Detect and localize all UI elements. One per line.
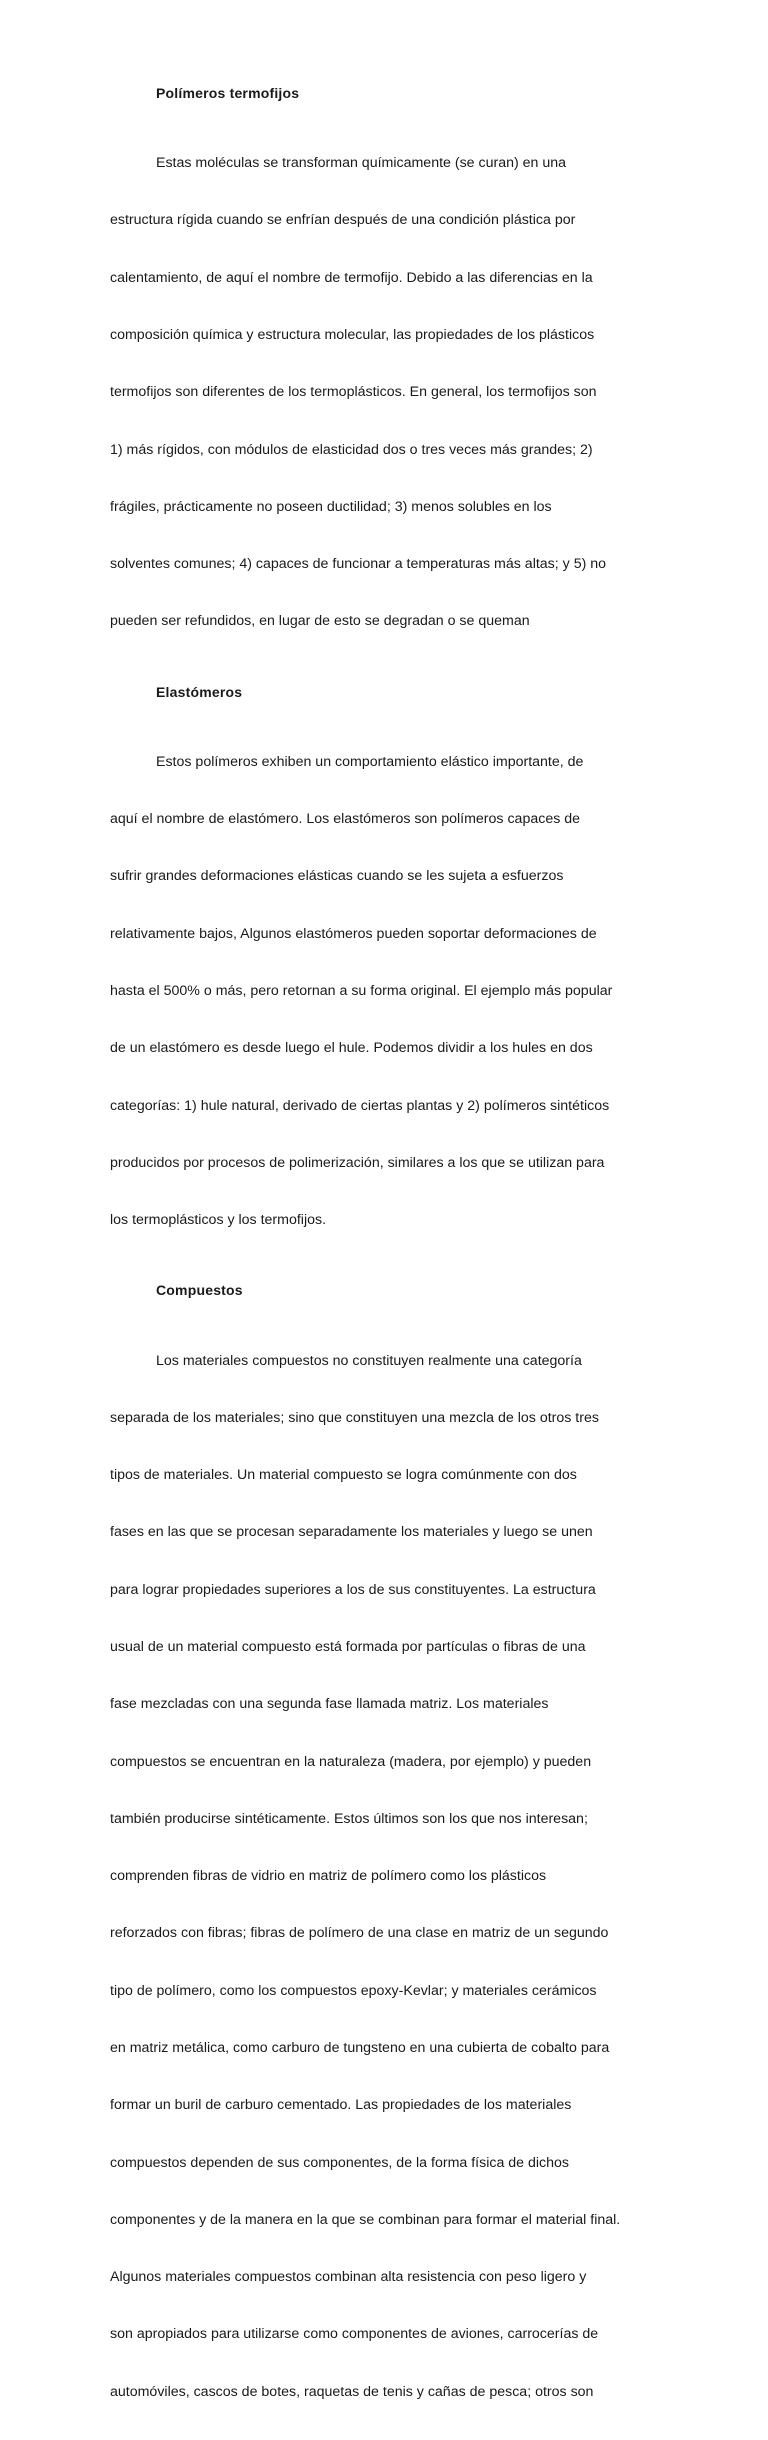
text-line: para lograr propiedades superiores a los de sus constituyentes. La estructura xyxy=(110,1581,596,1598)
text-line: termofijos son diferentes de los termoplásticos. En general, los termofijos son xyxy=(110,384,597,401)
text-line: calentamiento, de aquí el nombre de termofijo. Debido a las diferencias en la xyxy=(110,269,593,286)
text-line: composición química y estructura molecular, las propiedades de los plásticos xyxy=(110,327,595,344)
text-line: automóviles, cascos de botes, raquetas de tenis y cañas de pesca; otros son xyxy=(110,2383,594,2400)
text-line: separada de los materiales; sino que constituyen una mezcla de los otros tres xyxy=(110,1409,599,1426)
text-line: en matriz metálica, como carburo de tungsteno en una cubierta de cobalto para xyxy=(110,2040,610,2056)
text-line: de un elastómero es desde luego el hule. Podemos dividir a los hules en dos xyxy=(110,1040,593,1057)
text-line: hasta el 500% o más, pero retornan a su forma original. El ejemplo más popular xyxy=(110,983,613,1000)
text-line: producidos por procesos de polimerización, similares a los que se utilizan para xyxy=(110,1154,605,1171)
text-line: Estos polímeros exhiben un comportamiento elástico importante, de xyxy=(156,753,584,770)
section-heading-elastomeros: Elastómeros xyxy=(156,683,243,700)
text-line: también producirse sintéticamente. Estos últimos son los que nos interesan; xyxy=(110,1810,588,1827)
paragraph-elastomeros xyxy=(110,715,658,1269)
text-line: tipos de materiales. Un material compuesto se logra comúnmente con dos xyxy=(110,1467,577,1484)
text-line: los termoplásticos y los termofijos. xyxy=(110,1212,327,1229)
document-body xyxy=(110,84,658,2440)
text-line: frágiles, prácticamente no poseen ductilidad; 3) menos solubles en los xyxy=(110,498,552,515)
text-line: compuestos dependen de sus componentes, de la forma física de dichos xyxy=(110,2154,570,2171)
text-line: categorías: 1) hule natural, derivado de ciertas plantas y 2) polímeros sintéticos xyxy=(110,1097,610,1114)
text-line: usual de un material compuesto está formada por partículas o fibras de una xyxy=(110,1639,586,1656)
text-line: compuestos se encuentran en la naturaleza (madera, por ejemplo) y pueden xyxy=(110,1753,592,1770)
text-line: relativamente bajos, Algunos elastómeros pueden soportar deformaciones de xyxy=(110,925,597,942)
text-line: son apropiados para utilizarse como componentes de aviones, carrocerías de xyxy=(110,2326,599,2343)
paragraph-compuestos xyxy=(110,1313,658,2440)
text-line: Los materiales compuestos no constituyen realmente una categoría xyxy=(156,1352,582,1369)
paragraph-termofijos xyxy=(110,116,658,670)
text-line: fases en las que se procesan separadamente los materiales y luego se unen xyxy=(110,1524,593,1541)
text-line: formar un buril de carburo cementado. Las propiedades de los materiales xyxy=(110,2097,572,2114)
text-line: pueden ser refundidos, en lugar de esto se degradan o se queman xyxy=(110,613,530,630)
text-line: aquí el nombre de elastómero. Los elastómeros son polímeros capaces de xyxy=(110,811,581,828)
text-line: sufrir grandes deformaciones elásticas cuando se les sujeta a esfuerzos xyxy=(110,868,564,885)
text-line: solventes comunes; 4) capaces de funcionar a temperaturas más altas; y 5) no xyxy=(110,556,607,573)
text-line: 1) más rígidos, con módulos de elasticidad dos o tres veces más grandes; 2) xyxy=(110,441,593,458)
text-line: fase mezcladas con una segunda fase llamada matriz. Los materiales xyxy=(110,1696,549,1713)
text-line: comprenden fibras de vidrio en matriz de polímero como los plásticos xyxy=(110,1868,547,1885)
section-heading-compuestos: Compuestos xyxy=(156,1282,243,1299)
text-line: componentes y de la manera en la que se combinan para formar el material final. xyxy=(110,2211,621,2228)
text-line: tipo de polímero, como los compuestos epoxy-Kevlar; y materiales cerámicos xyxy=(110,1982,597,1999)
section-heading-termofijos: Polímeros termofijos xyxy=(156,85,300,101)
text-line: Estas moléculas se transforman químicamente (se curan) en una xyxy=(156,155,567,172)
text-line: estructura rígida cuando se enfrían después de una condición plástica por xyxy=(110,212,576,229)
text-line: reforzados con fibras; fibras de polímero de una clase en matriz de un segundo xyxy=(110,1925,609,1942)
text-line: Algunos materiales compuestos combinan alta resistencia con peso ligero y xyxy=(110,2269,587,2286)
